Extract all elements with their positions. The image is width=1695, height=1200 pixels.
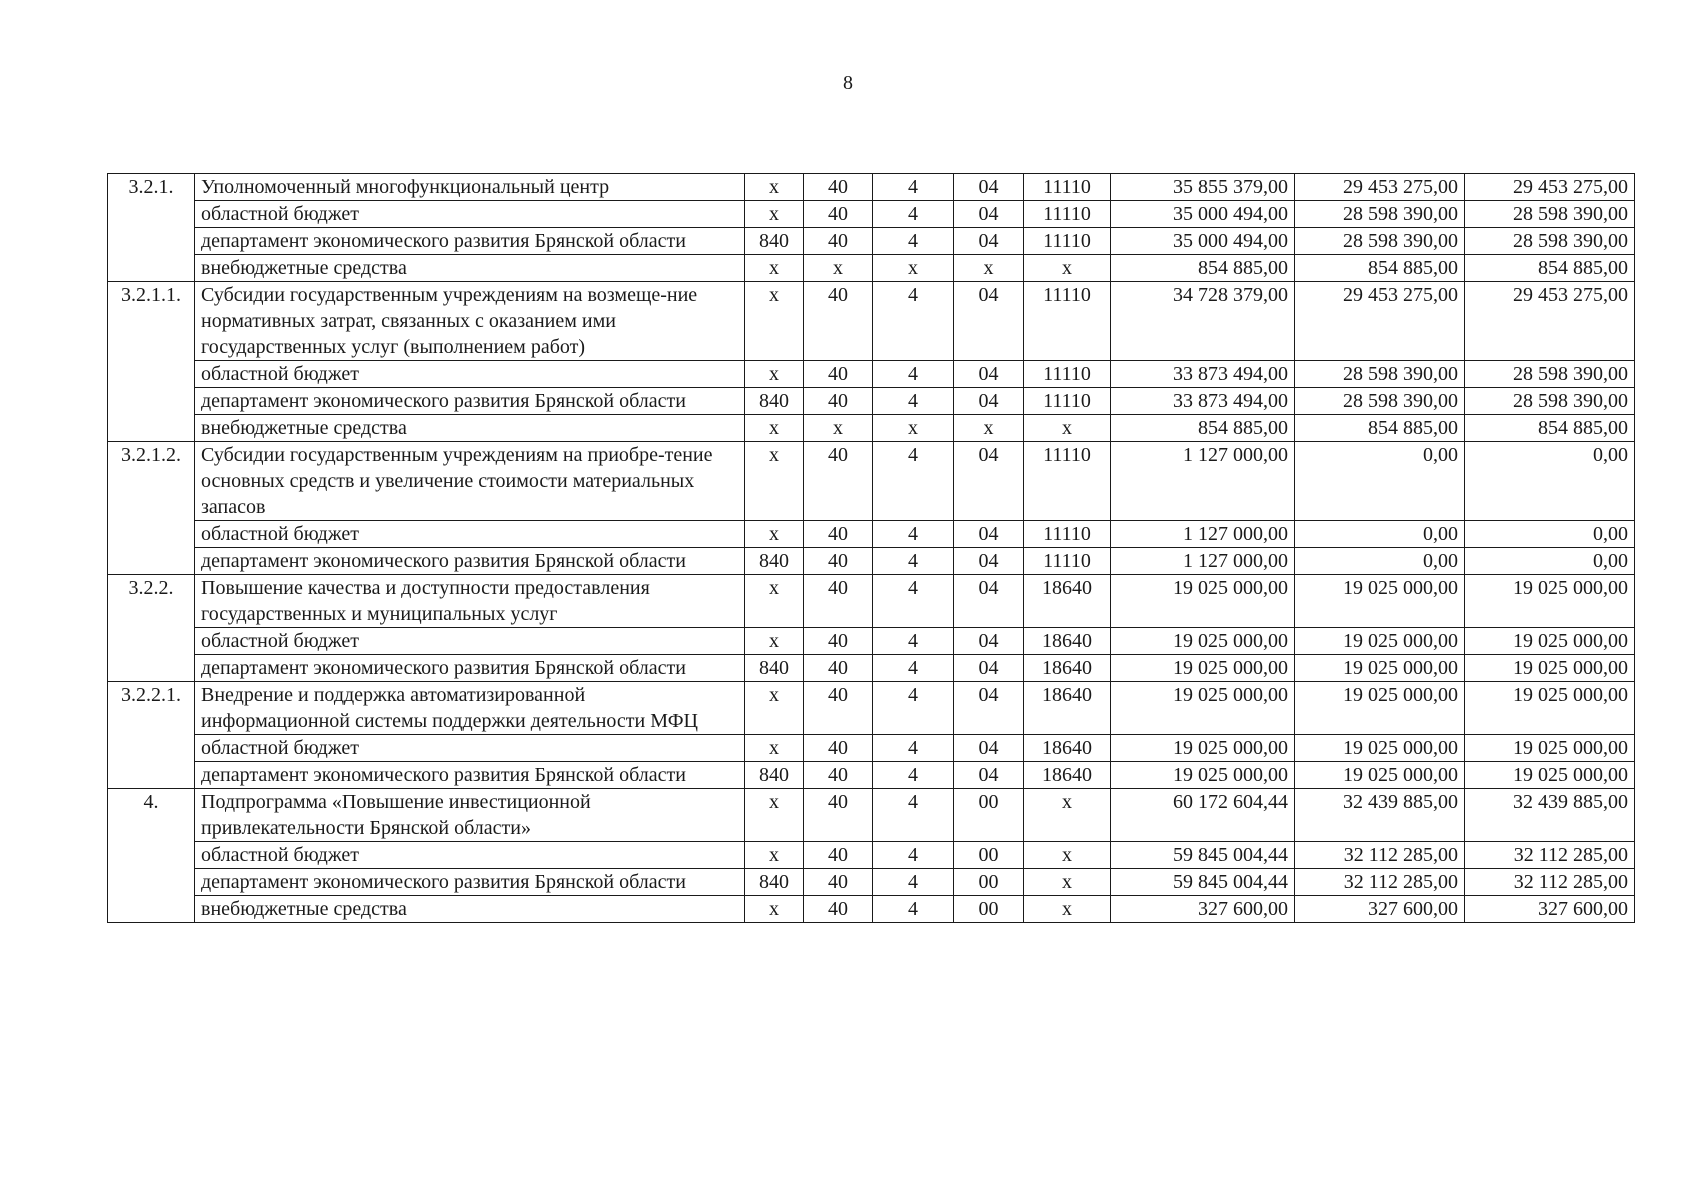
code-cell: х bbox=[804, 415, 873, 442]
code-cell: 4 bbox=[873, 388, 954, 415]
code-cell: 4 bbox=[873, 655, 954, 682]
item-name-cell: областной бюджет bbox=[195, 201, 745, 228]
item-name-cell: департамент экономического развития Брянской области bbox=[195, 388, 745, 415]
code-cell: 18640 bbox=[1024, 575, 1111, 628]
code-cell: 4 bbox=[873, 682, 954, 735]
code-cell: 18640 bbox=[1024, 762, 1111, 789]
amount-cell: 19 025 000,00 bbox=[1295, 628, 1465, 655]
code-cell: 40 bbox=[804, 682, 873, 735]
amount-cell: 29 453 275,00 bbox=[1465, 282, 1635, 361]
amount-cell: 327 600,00 bbox=[1295, 896, 1465, 923]
code-cell: 840 bbox=[745, 869, 804, 896]
table-row bbox=[108, 521, 1635, 548]
code-cell: х bbox=[745, 575, 804, 628]
code-cell: х bbox=[745, 282, 804, 361]
amount-cell: 19 025 000,00 bbox=[1465, 762, 1635, 789]
item-name-cell: внебюджетные средства bbox=[195, 415, 745, 442]
code-cell: х bbox=[745, 628, 804, 655]
code-cell: 40 bbox=[804, 361, 873, 388]
code-cell: х bbox=[954, 255, 1024, 282]
code-cell: 11110 bbox=[1024, 361, 1111, 388]
amount-cell: 1 127 000,00 bbox=[1111, 521, 1295, 548]
code-cell: 04 bbox=[954, 548, 1024, 575]
table-row bbox=[108, 415, 1635, 442]
amount-cell: 0,00 bbox=[1465, 442, 1635, 521]
code-cell: 11110 bbox=[1024, 282, 1111, 361]
code-cell: 4 bbox=[873, 361, 954, 388]
code-cell: х bbox=[1024, 869, 1111, 896]
code-cell: 04 bbox=[954, 682, 1024, 735]
code-cell: 40 bbox=[804, 869, 873, 896]
item-name-cell: областной бюджет bbox=[195, 628, 745, 655]
code-cell: 4 bbox=[873, 575, 954, 628]
amount-cell: 28 598 390,00 bbox=[1295, 388, 1465, 415]
code-cell: 4 bbox=[873, 174, 954, 201]
amount-cell: 33 873 494,00 bbox=[1111, 361, 1295, 388]
amount-cell: 32 112 285,00 bbox=[1295, 869, 1465, 896]
code-cell: х bbox=[745, 842, 804, 869]
item-name-cell: Повышение качества и доступности предоставления государственных и муниципальных услуг bbox=[195, 575, 745, 628]
code-cell: 04 bbox=[954, 628, 1024, 655]
item-name-cell: департамент экономического развития Брянской области bbox=[195, 228, 745, 255]
table-row bbox=[108, 442, 1635, 521]
code-cell: 04 bbox=[954, 228, 1024, 255]
amount-cell: 327 600,00 bbox=[1111, 896, 1295, 923]
amount-cell: 28 598 390,00 bbox=[1295, 228, 1465, 255]
item-name-cell: областной бюджет bbox=[195, 735, 745, 762]
code-cell: 40 bbox=[804, 388, 873, 415]
item-number-cell: 3.2.1. bbox=[108, 174, 195, 282]
code-cell: 840 bbox=[745, 655, 804, 682]
table-row bbox=[108, 174, 1635, 201]
amount-cell: 34 728 379,00 bbox=[1111, 282, 1295, 361]
code-cell: 04 bbox=[954, 174, 1024, 201]
amount-cell: 28 598 390,00 bbox=[1465, 388, 1635, 415]
amount-cell: 19 025 000,00 bbox=[1111, 575, 1295, 628]
code-cell: 4 bbox=[873, 521, 954, 548]
item-number-cell: 3.2.2.1. bbox=[108, 682, 195, 789]
amount-cell: 59 845 004,44 bbox=[1111, 869, 1295, 896]
amount-cell: 60 172 604,44 bbox=[1111, 789, 1295, 842]
amount-cell: 35 000 494,00 bbox=[1111, 228, 1295, 255]
item-number-cell: 3.2.1.2. bbox=[108, 442, 195, 575]
amount-cell: 19 025 000,00 bbox=[1295, 575, 1465, 628]
item-name-cell: Внедрение и поддержка автоматизированной информационной системы поддержки деятельности МФЦ bbox=[195, 682, 745, 735]
table-row bbox=[108, 842, 1635, 869]
amount-cell: 28 598 390,00 bbox=[1465, 201, 1635, 228]
code-cell: 4 bbox=[873, 869, 954, 896]
code-cell: 40 bbox=[804, 762, 873, 789]
item-name-cell: департамент экономического развития Брянской области bbox=[195, 548, 745, 575]
code-cell: х bbox=[745, 201, 804, 228]
table-row bbox=[108, 869, 1635, 896]
code-cell: 18640 bbox=[1024, 682, 1111, 735]
code-cell: 4 bbox=[873, 201, 954, 228]
code-cell: 04 bbox=[954, 282, 1024, 361]
code-cell: х bbox=[745, 174, 804, 201]
code-cell: х bbox=[1024, 842, 1111, 869]
item-name-cell: Субсидии государственным учреждениям на приобре-тение основных средств и увеличение стоимости материальных запасов bbox=[195, 442, 745, 521]
code-cell: 18640 bbox=[1024, 628, 1111, 655]
code-cell: 4 bbox=[873, 282, 954, 361]
item-number-cell: 3.2.1.1. bbox=[108, 282, 195, 442]
amount-cell: 32 439 885,00 bbox=[1465, 789, 1635, 842]
code-cell: 4 bbox=[873, 442, 954, 521]
amount-cell: 1 127 000,00 bbox=[1111, 548, 1295, 575]
code-cell: 4 bbox=[873, 762, 954, 789]
budget-table bbox=[107, 173, 1635, 923]
amount-cell: 854 885,00 bbox=[1111, 415, 1295, 442]
amount-cell: 29 453 275,00 bbox=[1465, 174, 1635, 201]
code-cell: 40 bbox=[804, 842, 873, 869]
code-cell: 840 bbox=[745, 762, 804, 789]
amount-cell: 19 025 000,00 bbox=[1465, 735, 1635, 762]
amount-cell: 29 453 275,00 bbox=[1295, 174, 1465, 201]
amount-cell: 327 600,00 bbox=[1465, 896, 1635, 923]
table-row bbox=[108, 548, 1635, 575]
code-cell: 11110 bbox=[1024, 521, 1111, 548]
amount-cell: 19 025 000,00 bbox=[1111, 682, 1295, 735]
amount-cell: 32 112 285,00 bbox=[1465, 842, 1635, 869]
amount-cell: 19 025 000,00 bbox=[1465, 628, 1635, 655]
amount-cell: 854 885,00 bbox=[1465, 255, 1635, 282]
item-name-cell: Подпрограмма «Повышение инвестиционной привлекательности Брянской области» bbox=[195, 789, 745, 842]
code-cell: 40 bbox=[804, 282, 873, 361]
code-cell: 04 bbox=[954, 361, 1024, 388]
code-cell: 04 bbox=[954, 521, 1024, 548]
amount-cell: 854 885,00 bbox=[1111, 255, 1295, 282]
amount-cell: 35 000 494,00 bbox=[1111, 201, 1295, 228]
code-cell: 40 bbox=[804, 575, 873, 628]
table-row bbox=[108, 255, 1635, 282]
table-row bbox=[108, 201, 1635, 228]
amount-cell: 19 025 000,00 bbox=[1465, 655, 1635, 682]
code-cell: 11110 bbox=[1024, 201, 1111, 228]
code-cell: х bbox=[745, 896, 804, 923]
table-row bbox=[108, 388, 1635, 415]
code-cell: 840 bbox=[745, 548, 804, 575]
amount-cell: 19 025 000,00 bbox=[1111, 735, 1295, 762]
table-row bbox=[108, 735, 1635, 762]
item-name-cell: департамент экономического развития Брянской области bbox=[195, 655, 745, 682]
code-cell: 40 bbox=[804, 201, 873, 228]
amount-cell: 32 112 285,00 bbox=[1465, 869, 1635, 896]
amount-cell: 32 112 285,00 bbox=[1295, 842, 1465, 869]
code-cell: 4 bbox=[873, 896, 954, 923]
code-cell: 11110 bbox=[1024, 228, 1111, 255]
code-cell: 00 bbox=[954, 896, 1024, 923]
amount-cell: 19 025 000,00 bbox=[1111, 762, 1295, 789]
amount-cell: 35 855 379,00 bbox=[1111, 174, 1295, 201]
code-cell: 40 bbox=[804, 228, 873, 255]
amount-cell: 0,00 bbox=[1465, 521, 1635, 548]
code-cell: 18640 bbox=[1024, 655, 1111, 682]
code-cell: 40 bbox=[804, 521, 873, 548]
table-row bbox=[108, 282, 1635, 361]
code-cell: 11110 bbox=[1024, 442, 1111, 521]
item-name-cell: Субсидии государственным учреждениям на возмеще-ние нормативных затрат, связанных с оказанием ими государственных услуг (выполнением работ) bbox=[195, 282, 745, 361]
code-cell: 11110 bbox=[1024, 174, 1111, 201]
code-cell: 04 bbox=[954, 388, 1024, 415]
code-cell: 40 bbox=[804, 655, 873, 682]
code-cell: х bbox=[745, 361, 804, 388]
code-cell: 40 bbox=[804, 628, 873, 655]
code-cell: 4 bbox=[873, 628, 954, 655]
code-cell: 00 bbox=[954, 789, 1024, 842]
table-row bbox=[108, 789, 1635, 842]
amount-cell: 29 453 275,00 bbox=[1295, 282, 1465, 361]
code-cell: 11110 bbox=[1024, 388, 1111, 415]
code-cell: 04 bbox=[954, 575, 1024, 628]
table-row bbox=[108, 682, 1635, 735]
table-row bbox=[108, 762, 1635, 789]
code-cell: 04 bbox=[954, 442, 1024, 521]
code-cell: 40 bbox=[804, 442, 873, 521]
amount-cell: 854 885,00 bbox=[1295, 255, 1465, 282]
code-cell: 840 bbox=[745, 388, 804, 415]
page-number: 8 bbox=[843, 72, 853, 94]
code-cell: х bbox=[1024, 896, 1111, 923]
code-cell: х bbox=[873, 415, 954, 442]
code-cell: 4 bbox=[873, 842, 954, 869]
amount-cell: 854 885,00 bbox=[1465, 415, 1635, 442]
amount-cell: 1 127 000,00 bbox=[1111, 442, 1295, 521]
code-cell: 40 bbox=[804, 548, 873, 575]
amount-cell: 0,00 bbox=[1295, 548, 1465, 575]
table-row bbox=[108, 575, 1635, 628]
code-cell: х bbox=[745, 415, 804, 442]
code-cell: х bbox=[745, 735, 804, 762]
amount-cell: 28 598 390,00 bbox=[1295, 201, 1465, 228]
code-cell: 4 bbox=[873, 789, 954, 842]
code-cell: 04 bbox=[954, 735, 1024, 762]
amount-cell: 854 885,00 bbox=[1295, 415, 1465, 442]
code-cell: х bbox=[745, 521, 804, 548]
code-cell: 4 bbox=[873, 548, 954, 575]
code-cell: х bbox=[745, 255, 804, 282]
item-name-cell: внебюджетные средства bbox=[195, 896, 745, 923]
amount-cell: 28 598 390,00 bbox=[1295, 361, 1465, 388]
code-cell: 18640 bbox=[1024, 735, 1111, 762]
code-cell: 840 bbox=[745, 228, 804, 255]
item-number-cell: 4. bbox=[108, 789, 195, 923]
code-cell: х bbox=[954, 415, 1024, 442]
code-cell: 40 bbox=[804, 174, 873, 201]
table-row bbox=[108, 628, 1635, 655]
code-cell: х bbox=[1024, 789, 1111, 842]
amount-cell: 19 025 000,00 bbox=[1111, 655, 1295, 682]
item-number-cell: 3.2.2. bbox=[108, 575, 195, 682]
amount-cell: 59 845 004,44 bbox=[1111, 842, 1295, 869]
amount-cell: 0,00 bbox=[1465, 548, 1635, 575]
code-cell: х bbox=[1024, 415, 1111, 442]
amount-cell: 19 025 000,00 bbox=[1111, 628, 1295, 655]
code-cell: 04 bbox=[954, 762, 1024, 789]
code-cell: 40 bbox=[804, 789, 873, 842]
amount-cell: 19 025 000,00 bbox=[1295, 682, 1465, 735]
code-cell: 4 bbox=[873, 735, 954, 762]
code-cell: 4 bbox=[873, 228, 954, 255]
amount-cell: 32 439 885,00 bbox=[1295, 789, 1465, 842]
item-name-cell: департамент экономического развития Брянской области bbox=[195, 762, 745, 789]
code-cell: 04 bbox=[954, 201, 1024, 228]
code-cell: х bbox=[745, 789, 804, 842]
code-cell: 40 bbox=[804, 735, 873, 762]
item-name-cell: департамент экономического развития Брянской области bbox=[195, 869, 745, 896]
code-cell: х bbox=[804, 255, 873, 282]
item-name-cell: областной бюджет bbox=[195, 361, 745, 388]
code-cell: х bbox=[745, 682, 804, 735]
item-name-cell: областной бюджет bbox=[195, 521, 745, 548]
code-cell: 40 bbox=[804, 896, 873, 923]
amount-cell: 0,00 bbox=[1295, 521, 1465, 548]
amount-cell: 19 025 000,00 bbox=[1465, 575, 1635, 628]
code-cell: х bbox=[745, 442, 804, 521]
amount-cell: 33 873 494,00 bbox=[1111, 388, 1295, 415]
table-body bbox=[108, 174, 1635, 923]
table-row bbox=[108, 896, 1635, 923]
table-row bbox=[108, 361, 1635, 388]
item-name-cell: областной бюджет bbox=[195, 842, 745, 869]
item-name-cell: Уполномоченный многофункциональный центр bbox=[195, 174, 745, 201]
amount-cell: 28 598 390,00 bbox=[1465, 361, 1635, 388]
code-cell: 11110 bbox=[1024, 548, 1111, 575]
code-cell: х bbox=[873, 255, 954, 282]
amount-cell: 28 598 390,00 bbox=[1465, 228, 1635, 255]
table-row bbox=[108, 228, 1635, 255]
code-cell: 04 bbox=[954, 655, 1024, 682]
amount-cell: 19 025 000,00 bbox=[1295, 735, 1465, 762]
table-row bbox=[108, 655, 1635, 682]
code-cell: 00 bbox=[954, 869, 1024, 896]
code-cell: 00 bbox=[954, 842, 1024, 869]
amount-cell: 19 025 000,00 bbox=[1295, 655, 1465, 682]
code-cell: х bbox=[1024, 255, 1111, 282]
item-name-cell: внебюджетные средства bbox=[195, 255, 745, 282]
amount-cell: 19 025 000,00 bbox=[1295, 762, 1465, 789]
amount-cell: 19 025 000,00 bbox=[1465, 682, 1635, 735]
amount-cell: 0,00 bbox=[1295, 442, 1465, 521]
